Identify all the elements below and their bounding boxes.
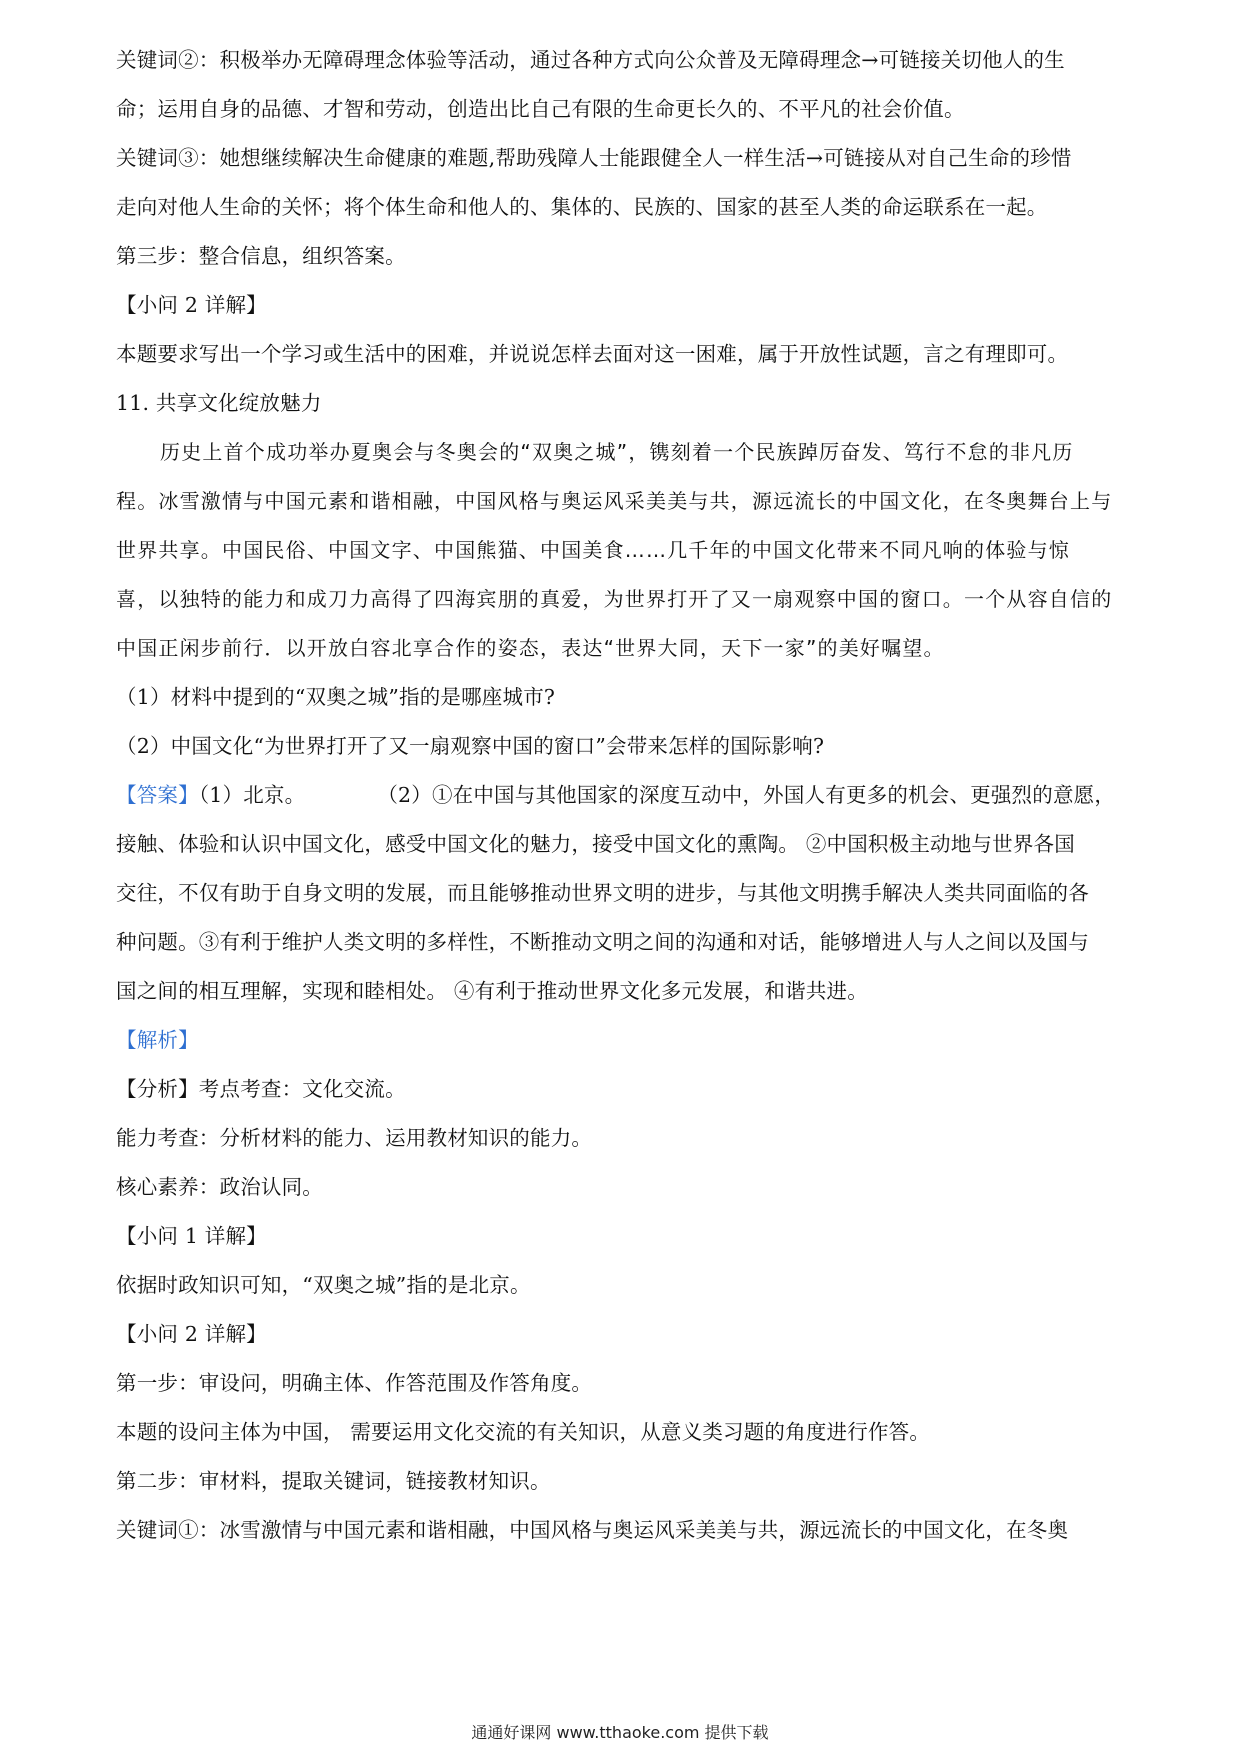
answer-part-1: （1）北京。 [198, 783, 306, 807]
material-line: 中国正闲步前行．以开放白容北享合作的姿态，表达“世界大同，天下一家”的美好嘱望。 [116, 636, 945, 660]
material-line: 程。冰雪激情与中国元素和谐相融，中国风格与奥运风采美美与共，源远流长的中国文化，在冬奥舞台上与 [116, 489, 1113, 513]
material-line: 世界共享。中国民俗、中国文字、中国熊猫、中国美食……几千年的中国文化带来不同凡响的体验与惊 [116, 538, 1070, 562]
answer-part-2: （2）①在中国与其他国家的深度互动中，外国人有更多的机会、更强烈的意愿， [377, 783, 1116, 807]
answer-line: 接触、体验和认识中国文化，感受中国文化的魅力，接受中国文化的熏陶。 ②中国积极主动地与世界各国 [116, 832, 1075, 856]
answer-line [116, 771, 1130, 820]
question-line: （1）材料中提到的“双奥之城”指的是哪座城市? [116, 685, 556, 709]
text-line: 【分析】考点考查：文化交流。 [116, 1077, 406, 1101]
text-line: 第三步：整合信息，组织答案。 [116, 244, 406, 268]
answer-line: 国之间的相互理解，实现和睦相处。 ④有利于推动世界文化多元发展，和谐共进。 [116, 979, 868, 1003]
answer-line: 交往，不仅有助于自身文明的发展，而且能够推动世界文明的进步，与其他文明携手解决人类共同面临的各 [116, 881, 1089, 905]
text-line: 能力考查：分析材料的能力、运用教材知识的能力。 [116, 1126, 593, 1150]
material-line: 历史上首个成功举办夏奥会与冬奥会的“双奥之城”，镌刻着一个民族踔厉奋发、笃行不怠的非凡历 [160, 440, 1074, 464]
answer-tag: 【答案】 [116, 783, 199, 807]
text-line: 命；运用自身的品德、才智和劳动，创造出比自己有限的生命更长久的、不平凡的社会价值。 [116, 97, 965, 121]
material-line: 喜，以独特的能力和成刀力高得了四海宾朋的真爱，为世界打开了又一扇观察中国的窗口。一个从容自信的 [116, 587, 1113, 611]
text-line: 走向对他人生命的关怀；将个体生命和他人的、集体的、民族的、国家的甚至人类的命运联系在一起。 [116, 195, 1048, 219]
text-line: 关键词①：冰雪激情与中国元素和谐相融，中国风格与奥运风采美美与共，源远流长的中国文化，在冬奥 [116, 1518, 1069, 1542]
page-footer: 通通好课网 www.tthaoke.com 提供下载 [471, 1723, 769, 1742]
section-heading: 【小问 2 详解】 [116, 293, 267, 317]
text-line: 依据时政知识可知，“双奥之城”指的是北京。 [116, 1273, 531, 1297]
text-line: 关键词②：积极举办无障碍理念体验等活动，通过各种方式向公众普及无障碍理念→可链接关切他人的生 [116, 48, 1065, 72]
analysis-tag: 【解析】 [116, 1028, 199, 1052]
document-body [116, 36, 1130, 1555]
text-line: 核心素养：政治认同。 [116, 1175, 323, 1199]
text-line: 第二步：审材料，提取关键词，链接教材知识。 [116, 1469, 551, 1493]
text-line: 本题要求写出一个学习或生活中的困难，并说说怎样去面对这一困难，属于开放性试题，言之有理即可。 [116, 342, 1069, 366]
section-heading: 【小问 1 详解】 [116, 1224, 267, 1248]
text-line: 本题的设问主体为中国， 需要运用文化交流的有关知识，从意义类习题的角度进行作答。 [116, 1420, 931, 1444]
section-heading: 【小问 2 详解】 [116, 1322, 267, 1346]
text-line: 关键词③：她想继续解决生命健康的难题,帮助残障人士能跟健全人一样生活→可链接从对自己生命的珍惜 [116, 146, 1072, 170]
question-line: （2）中国文化“为世界打开了又一扇观察中国的窗口”会带来怎样的国际影响? [116, 734, 825, 758]
text-line: 第一步：审设问，明确主体、作答范围及作答角度。 [116, 1371, 593, 1395]
question-title: 11. 共享文化绽放魅力 [116, 391, 322, 415]
answer-line: 种问题。③有利于维护人类文明的多样性，不断推动文明之间的沟通和对话，能够增进人与人之间以及国与 [116, 930, 1089, 954]
